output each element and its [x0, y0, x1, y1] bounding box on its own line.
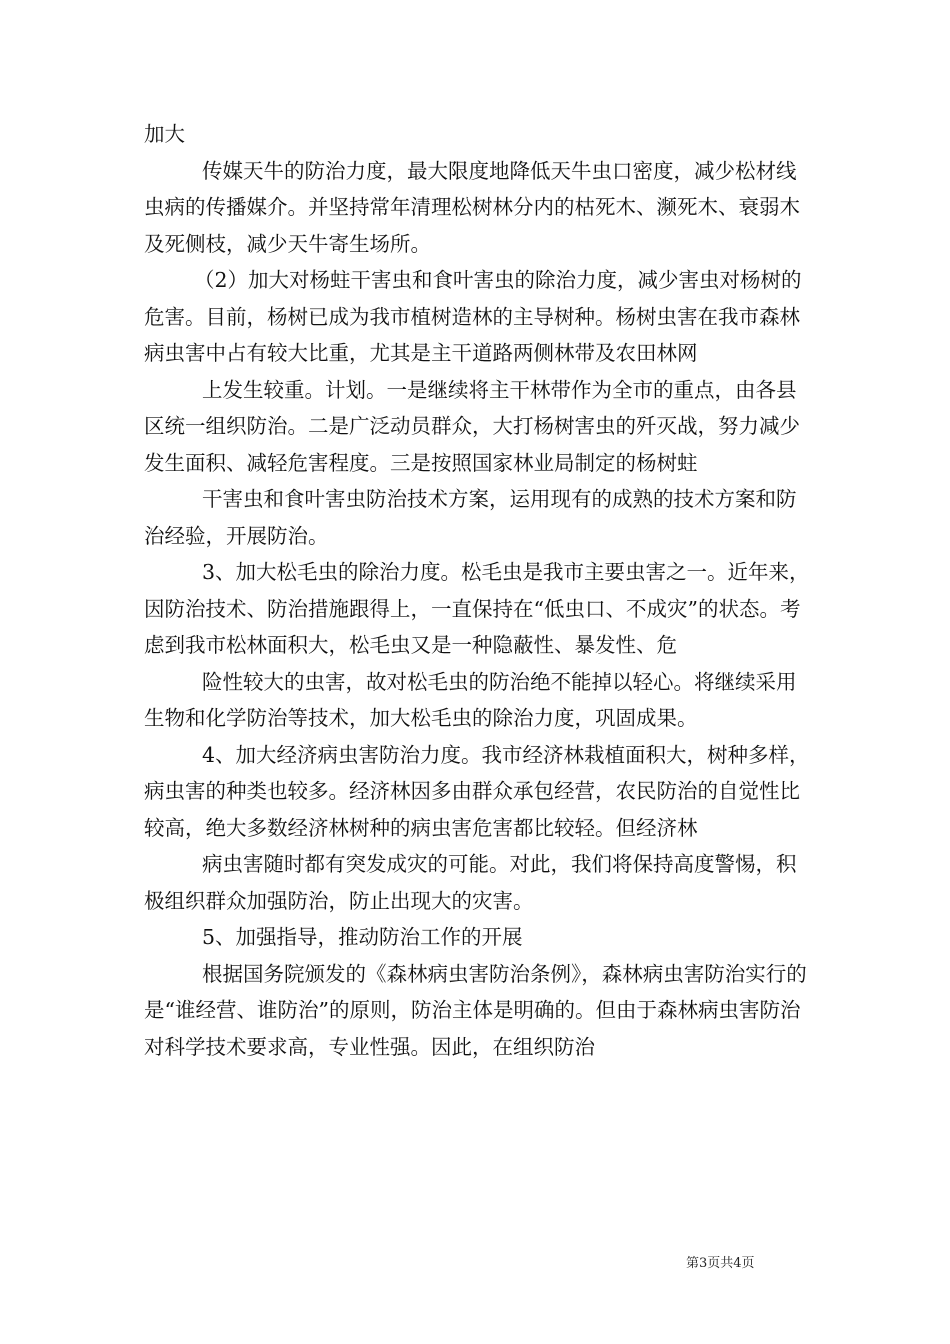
- document-body: [144, 116, 816, 1065]
- paragraph: 5、加强指导，推动防治工作的开展: [202, 925, 523, 949]
- paragraph: 险性较大的虫害，故对松毛虫的防治绝不能掉以轻心。将继续采用生物和化学防治等技术，加大松毛虫的除治力度，巩固成果。: [144, 669, 797, 730]
- paragraph: 3、加大松毛虫的除治力度。松毛虫是我市主要虫害之一。近年来，因防治技术、防治措施跟得上，一直保持在“低虫口、不成灾”的状态。考虑到我市松林面积大，松毛虫又是一种隐蔽性、暴发性、危: [144, 560, 810, 657]
- paragraph: 上发生较重。计划。一是继续将主干林带作为全市的重点，由各县区统一组织防治。二是广泛动员群众，大打杨树害虫的歼灭战，努力减少发生面积、减轻危害程度。三是按照国家林业局制定的杨树蛀: [144, 377, 800, 475]
- paragraph: 干害虫和食叶害虫防治技术方案，运用现有的成熟的技术方案和防治经验，开展防治。: [144, 487, 797, 548]
- paragraph: 病虫害随时都有突发成灾的可能。对此，我们将保持高度警惕，积极组织群众加强防治，防止出现大的灾害。: [144, 852, 797, 913]
- paragraph: 根据国务院颁发的《森林病虫害防治条例》，森林病虫害防治实行的是“谁经营、谁防治”的原则，防治主体是明确的。但由于森林病虫害防治对科学技术要求高，专业性强。因此，在组织防治: [144, 961, 807, 1059]
- paragraph: （2）加大对杨蛀干害虫和食叶害虫的除治力度，减少害虫对杨树的危害。目前，杨树已成为我市植树造林的主导树种。杨树虫害在我市森林病虫害中占有较大比重，尤其是主干道路两侧林带及农田林网: [144, 268, 802, 365]
- paragraph: 4、加大经济病虫害防治力度。我市经济林栽植面积大，树种多样，病虫害的种类也较多。经济林因多由群众承包经营，农民防治的自觉性比较高，绝大多数经济林树种的病虫害危害都比较轻。但经济林: [144, 742, 810, 840]
- paragraph: 加大: [144, 122, 185, 146]
- paragraph: 传媒天牛的防治力度，最大限度地降低天牛虫口密度，减少松材线虫病的传播媒介。并坚持常年清理松树林分内的枯死木、濒死木、衰弱木及死侧枝，减少天牛寄生场所。: [144, 158, 800, 256]
- page-number-footer: 第3页共4页: [686, 1256, 755, 1271]
